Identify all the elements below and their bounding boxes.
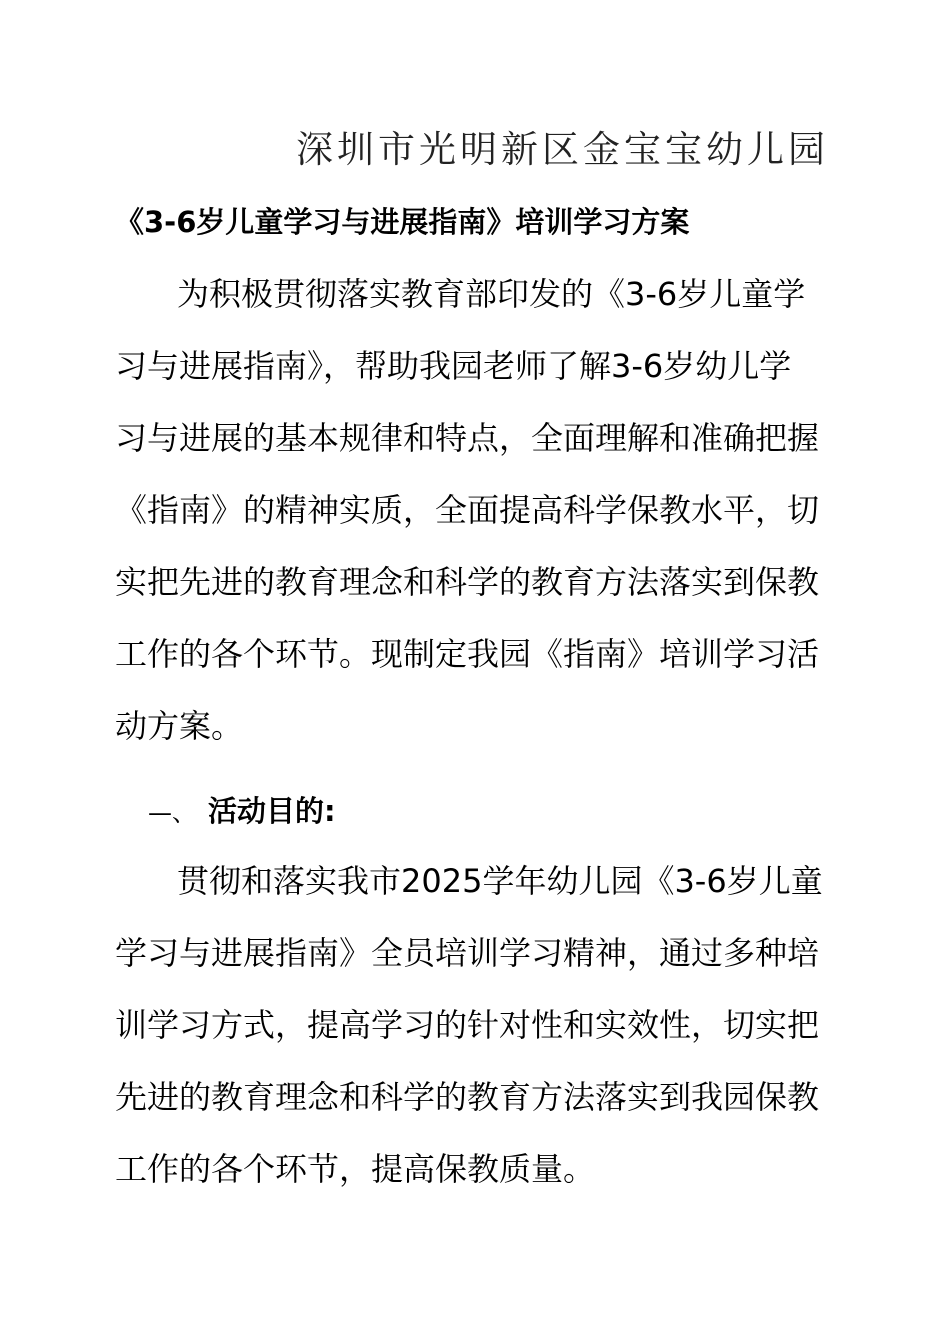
school-name-header: 深圳市光明新区金宝宝幼儿园	[296, 128, 829, 171]
document-title: 《3-6岁儿童学习与进展指南》培训学习方案	[115, 205, 690, 239]
section-paragraph	[115, 845, 835, 1205]
section-heading	[148, 789, 336, 835]
paragraph-line: 动方案。	[115, 707, 244, 745]
paragraph-line: 学习与进展指南》全员培训学习精神，通过多种培	[115, 934, 820, 972]
paragraph-line: 习与进展指南》，帮助我园老师了解3-6岁幼儿学	[115, 347, 792, 385]
paragraph-line: 《指南》的精神实质，全面提高科学保教水平，切	[115, 491, 820, 529]
paragraph-line: 工作的各个环节，提高保教质量。	[115, 1150, 596, 1188]
section-heading-text: 活动目的:	[208, 794, 336, 828]
paragraph-line: 贯彻和落实我市2025学年幼儿园《3-6岁儿童	[177, 862, 823, 900]
section-number: —、	[148, 799, 196, 827]
intro-paragraph	[115, 258, 835, 762]
paragraph-line: 习与进展的基本规律和特点，全面理解和准确把握	[115, 419, 820, 457]
paragraph-line: 先进的教育理念和科学的教育方法落实到我园保教	[115, 1078, 820, 1116]
paragraph-line: 为积极贯彻落实教育部印发的《3-6岁儿童学	[177, 275, 806, 313]
paragraph-line: 实把先进的教育理念和科学的教育方法落实到保教	[115, 563, 820, 601]
paragraph-line: 工作的各个环节。现制定我园《指南》培训学习活	[115, 635, 820, 673]
paragraph-line: 训学习方式，提高学习的针对性和实效性，切实把	[115, 1006, 820, 1044]
